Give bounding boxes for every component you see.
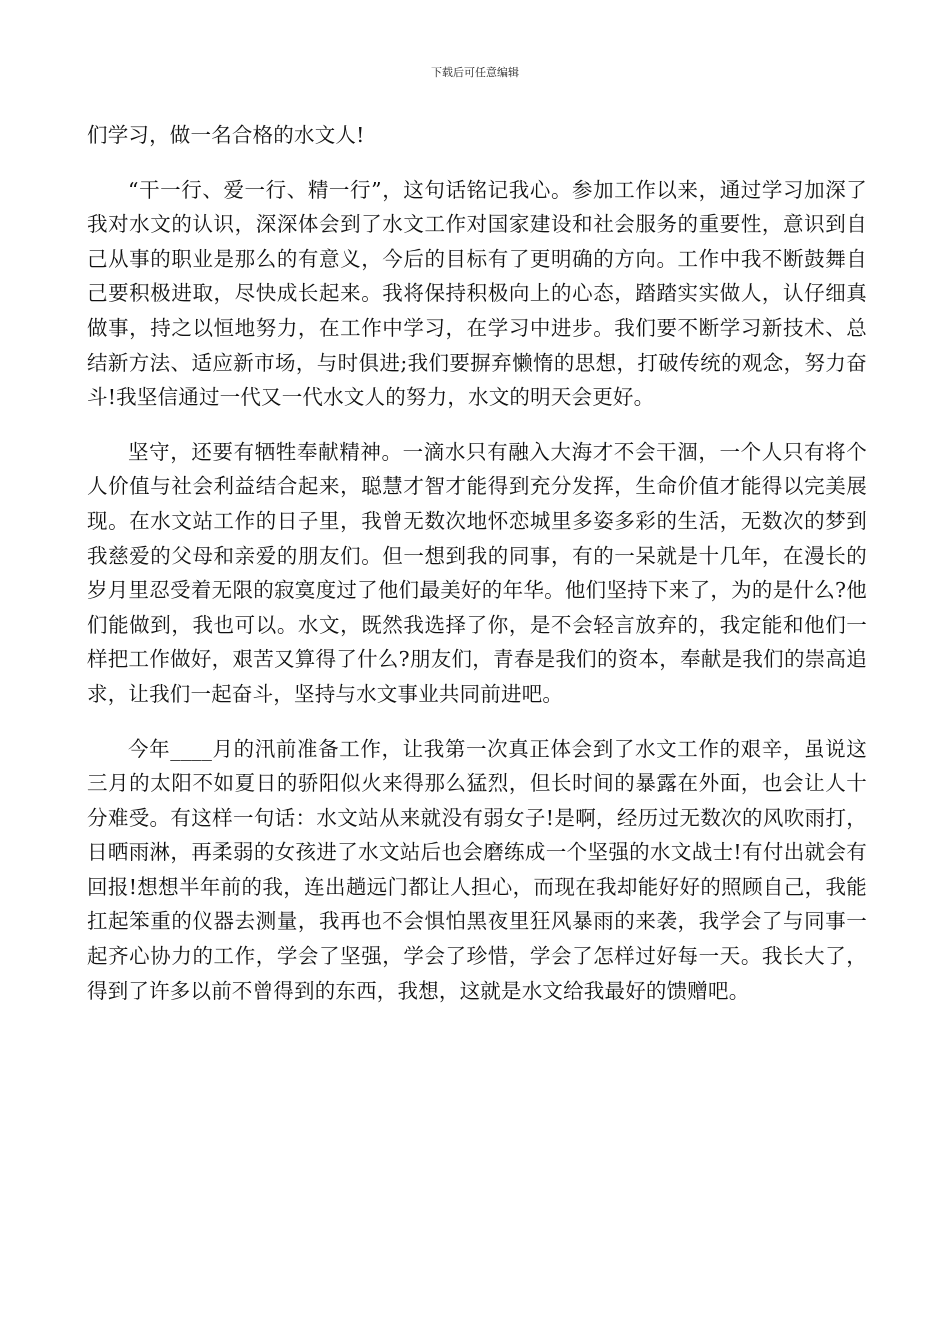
page-header: 下载后可任意编辑 xyxy=(431,66,519,79)
paragraph-sacrifice: 坚守，还要有牺牲奉献精神。一滴水只有融入大海才不会干涸，一个人只有将个人价值与社会利益结合起来，聪慧才智才能得到充分发挥，生命价值才能得以完美展现。在水文站工作的日子里，我曾无数次地怀恋城里多姿多彩的生活，无数次的梦到我慈爱的父母和亲爱的朋友们。但一想到我的同事，有的一呆就是十几年，在漫长的岁月里忍受着无限的寂寞度过了他们最美好的年华。他们坚持下来了，为的是什么?他们能做到，我也可以。水文，既然我选择了你，是不会轻言放弃的，我定能和他们一样把工作做好，艰苦又算得了什么?朋友们，青春是我们的资本，奉献是我们的崇高追求，让我们一起奋斗，坚持与水文事业共同前进吧。 xyxy=(87,439,867,706)
paragraph-continuation: 们学习，做一名合格的水文人! xyxy=(87,123,365,147)
paragraph-dedication: “干一行、爱一行、精一行”，这句话铭记我心。参加工作以来，通过学习加深了我对水文的认识，深深体会到了水文工作对国家建设和社会服务的重要性，意识到自己从事的职业是那么的有意义，今后的目标有了更明确的方向。工作中我不断鼓舞自己要积极进取，尽快成长起来。我将保持积极向上的心态，踏踏实实做人，认仔细真做事，持之以恒地努力，在工作中学习，在学习中进步。我们要不断学习新技术、总结新方法、适应新市场，与时俱进;我们要摒弃懒惰的思想，打破传统的观念，努力奋斗!我坚信通过一代又一代水文人的努力，水文的明天会更好。 xyxy=(87,177,867,410)
paragraph-flood-preparation: 今年____月的汛前准备工作，让我第一次真正体会到了水文工作的艰辛，虽说这三月的太阳不如夏日的骄阳似火来得那么猛烈，但长时间的暴露在外面，也会让人十分难受。有这样一句话：水文站从来就没有弱女子!是啊，经历过无数次的风吹雨打，日晒雨淋，再柔弱的女孩进了水文站后也会磨练成一个坚强的水文战士!有付出就会有回报!想想半年前的我，连出趟远门都让人担心，而现在我却能好好的照顾自己，我能扛起笨重的仪器去测量，我再也不会惧怕黑夜里狂风暴雨的来袭，我学会了与同事一起齐心协力的工作，学会了坚强，学会了珍惜，学会了怎样过好每一天。我长大了，得到了许多以前不曾得到的东西，我想，这就是水文给我最好的馈赠吧。 xyxy=(87,736,867,1003)
document-body xyxy=(87,118,867,1008)
